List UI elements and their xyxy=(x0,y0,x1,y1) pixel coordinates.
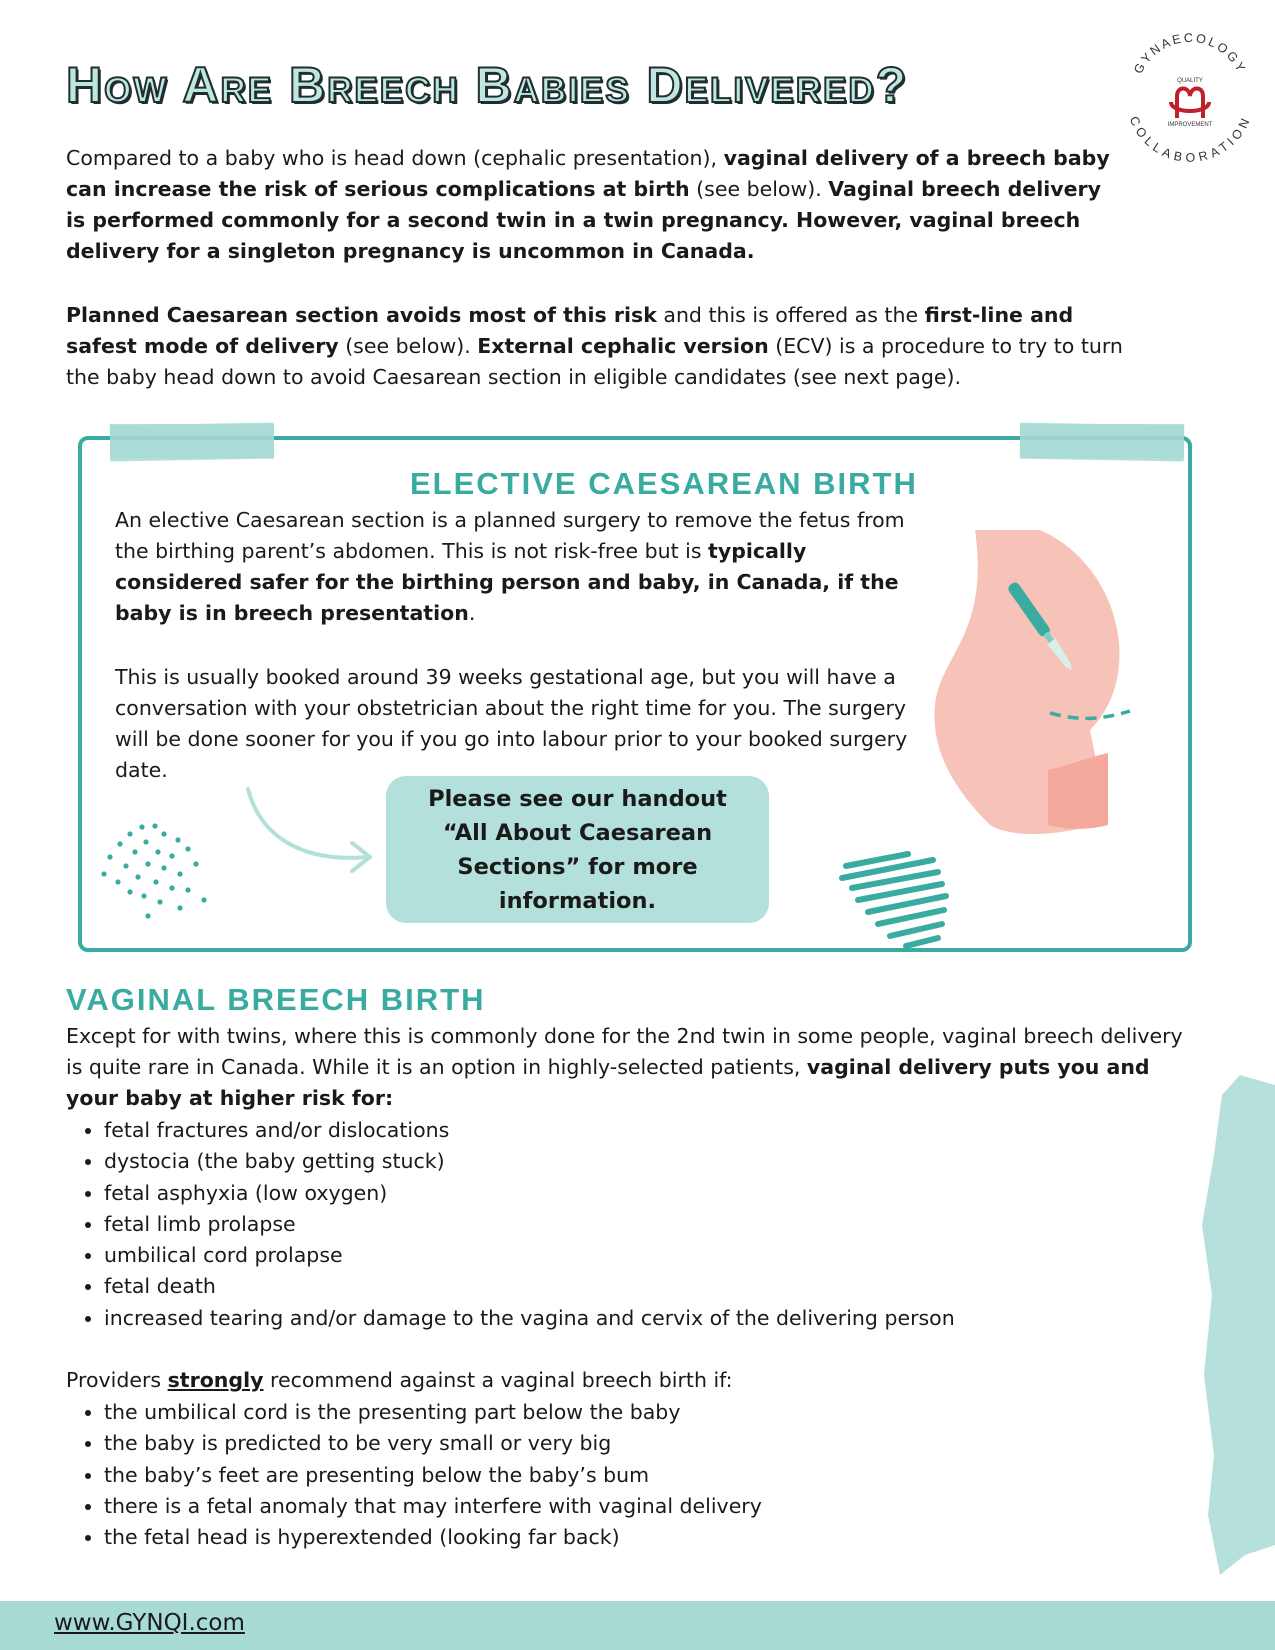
list-item: • the baby’s feet are presenting below the baby’s bum xyxy=(104,1460,762,1491)
elective-heading: ELECTIVE CAESAREAN BIRTH xyxy=(410,466,918,501)
handout-note-text: Please see our handout “All About Caesarean Sections” for more information. xyxy=(428,785,727,914)
list-item: • fetal death xyxy=(104,1271,955,1302)
list-item: • the fetal head is hyperextended (looking far back) xyxy=(104,1522,762,1553)
tape-right-overlay xyxy=(1020,424,1184,458)
decorative-brush-stroke xyxy=(1200,1075,1275,1575)
vaginal-paragraph: Except for with twins, where this is commonly done for the 2nd twin in some people, vaginal breech delivery is quite rare in Canada. While it is an option in highly-selected patients, vaginal delivery puts you and your baby at higher risk for: xyxy=(66,1024,1183,1110)
page-title: How Are Breech Babies Delivered? xyxy=(66,57,909,113)
elective-paragraph-1: An elective Caesarean section is a planned surgery to remove the fetus from the birthing parent’s abdomen. This is not risk-free but is typically considered safer for the birthing person and baby, in Canada, if the baby is in breech presentation. xyxy=(115,508,905,625)
list-item: • increased tearing and/or damage to the vagina and cervix of the delivering person xyxy=(104,1303,955,1334)
decorative-dots xyxy=(100,822,215,922)
list-item: • fetal fractures and/or dislocations xyxy=(104,1115,955,1146)
intro-paragraph-1: Compared to a baby who is head down (cephalic presentation), vaginal delivery of a breech baby can increase the risk of serious complications at birth (see below). Vaginal breech delivery is performed commonly for a second twin in a twin pregnancy. However, vaginal breech delivery for a singleton pregnancy is uncommon in Canada. xyxy=(66,146,1110,263)
logo-top-text: GYNAECOLOGY xyxy=(1131,30,1249,77)
decorative-scribble xyxy=(838,846,958,956)
logo-improvement-text: IMPROVEMENT xyxy=(1167,122,1213,128)
list-item: • the baby is predicted to be very small or very big xyxy=(104,1428,762,1459)
list-item: • umbilical cord prolapse xyxy=(104,1240,955,1271)
logo-bottom-text: COLLABORATION xyxy=(1126,114,1254,165)
risk-list xyxy=(66,1115,955,1334)
svg-text:GYNAECOLOGY xyxy=(1131,31,1249,76)
handout-note xyxy=(386,776,769,923)
list-item: • there is a fetal anomaly that may interfere with vaginal delivery xyxy=(104,1491,762,1522)
website-link[interactable]: www.GYNQI.com xyxy=(54,1610,245,1636)
logo-quality-text: QUALITY xyxy=(1177,78,1203,84)
contraindication-list xyxy=(66,1397,762,1553)
elective-paragraph-2: This is usually booked around 39 weeks gestational age, but you will have a conversation with your obstetrician about the right time for you. The surgery will be done sooner for you if you go into labour prior to your booked surgery date. xyxy=(115,665,908,782)
list-item: • dystocia (the baby getting stuck) xyxy=(104,1146,955,1177)
list-item: • fetal limb prolapse xyxy=(104,1209,955,1240)
list-item: • the umbilical cord is the presenting part below the baby xyxy=(104,1397,762,1428)
recommend-against-intro: Providers strongly recommend against a vaginal breech birth if: xyxy=(66,1368,733,1392)
curved-arrow-icon xyxy=(240,785,380,875)
tape-left-overlay xyxy=(110,424,274,458)
intro-paragraph-2: Planned Caesarean section avoids most of this risk and this is offered as the first-line and safest mode of delivery (see below). External cephalic version (ECV) is a procedure to try to turn the baby head down to avoid Caesarean section in eligible candidates (see next page). xyxy=(66,303,1123,389)
pregnancy-illustration xyxy=(930,525,1160,855)
vaginal-heading: VAGINAL BREECH BIRTH xyxy=(66,982,486,1017)
list-item: • fetal asphyxia (low oxygen) xyxy=(104,1178,955,1209)
gynqi-logo xyxy=(1115,20,1265,170)
strongly-emphasis: strongly xyxy=(167,1368,264,1392)
